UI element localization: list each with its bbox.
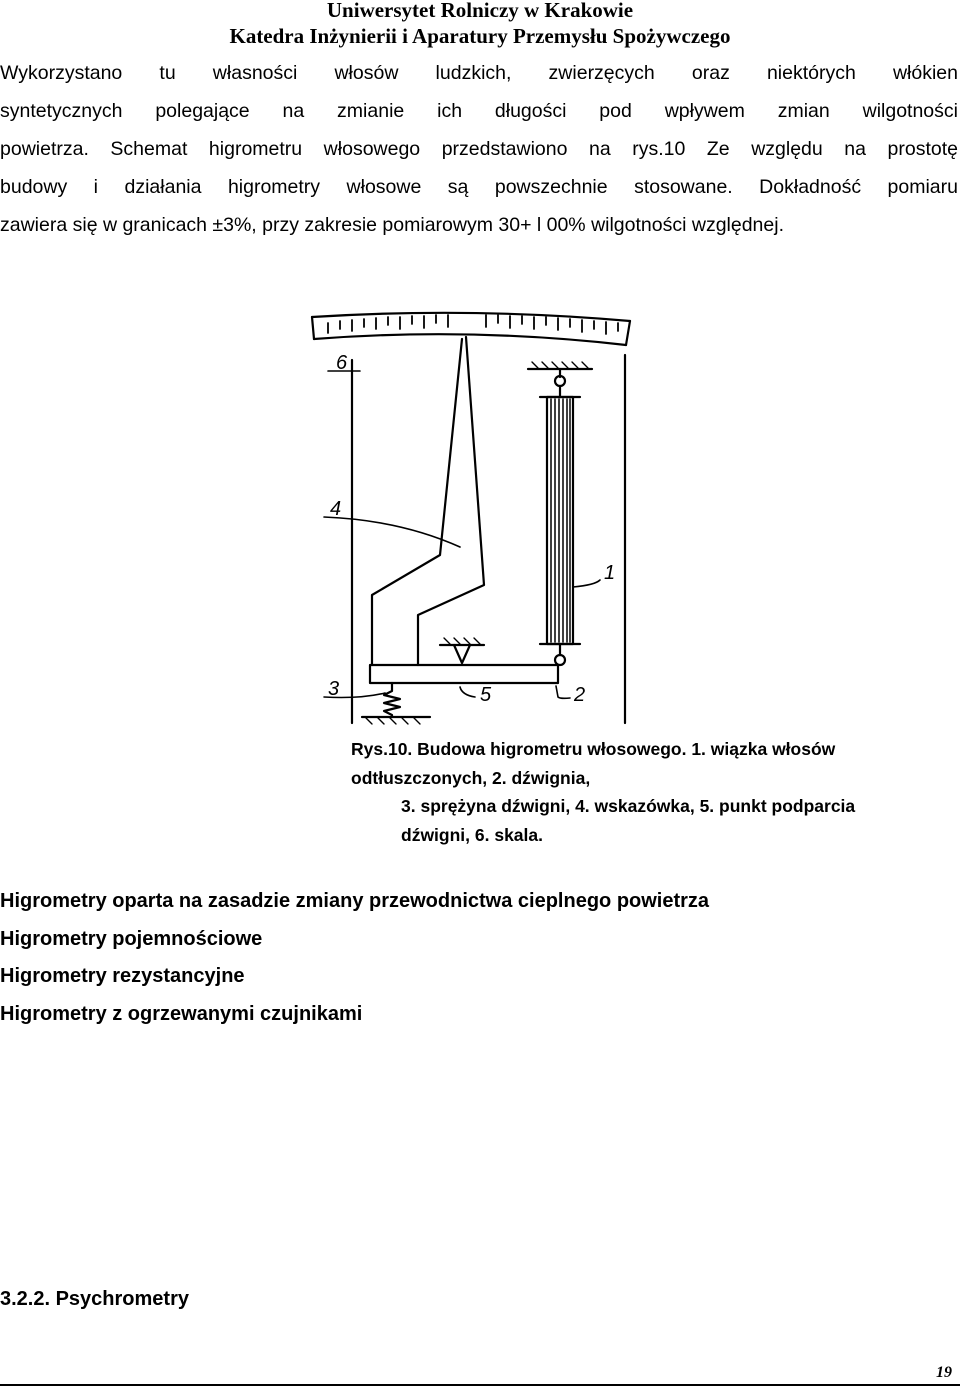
label-1: 1 xyxy=(604,562,616,584)
hygrometer-types-list xyxy=(0,883,900,1033)
paragraph-line: budowy i działania higrometry włosowe są powszechnie stosowane. Dokładność pomiaru xyxy=(0,176,958,198)
scale-arc-bottom xyxy=(314,334,626,345)
caption-line: 3. sprężyna dźwigni, 4. wskazówka, 5. punkt podparcia dźwigni, 6. skala. xyxy=(401,796,856,845)
list-item: Higrometry pojemnościowe xyxy=(0,927,263,950)
fulcrum xyxy=(454,645,470,663)
label-2: 2 xyxy=(574,684,586,706)
label-6: 6 xyxy=(336,352,348,374)
paragraph-line: Wykorzystano tu własności włosów ludzkich, zwierzęcych oraz niektórych włókien xyxy=(0,62,958,84)
lever xyxy=(370,665,558,683)
footer-rule xyxy=(0,1384,960,1386)
paragraph-line: syntetycznych polegające na zmianie ich długości pod wpływem zmian wilgotności xyxy=(0,100,958,122)
caption-line: Rys.10. Budowa higrometru włosowego. 1. wiązka włosów odtłuszczonych, 2. dźwignia, xyxy=(351,739,836,788)
department-name: Katedra Inżynierii i Aparatury Przemysłu Spożywczego xyxy=(229,24,731,48)
spring xyxy=(384,683,400,717)
university-name: Uniwersytet Rolniczy w Krakowie xyxy=(326,0,634,22)
label-3: 3 xyxy=(328,678,340,700)
pointer-right-edge xyxy=(418,337,484,665)
section-heading: 3.2.2. Psychrometry xyxy=(0,1288,189,1310)
hygrometer-diagram xyxy=(300,305,640,725)
figure-caption xyxy=(351,735,911,849)
page-number: 19 xyxy=(936,1364,952,1381)
label-5: 5 xyxy=(480,684,492,706)
label-4: 4 xyxy=(330,498,342,520)
list-item: Higrometry oparta na zasadzie zmiany przewodnictwa cieplnego powietrza xyxy=(0,890,710,912)
list-item: Higrometry rezystancyjne xyxy=(0,965,245,987)
hair-bundle-strands xyxy=(551,399,570,642)
list-item: Higrometry z ogrzewanymi czujnikami xyxy=(0,1002,363,1025)
paragraph-line: zawiera się w granicach ±3%, przy zakresie pomiarowym 30+ l 00% wilgotności względnej. xyxy=(0,214,784,236)
intro-paragraph xyxy=(0,54,958,244)
paragraph-line: powietrza. Schemat higrometru włosowego przedstawiono na rys.10 Ze względu na prostotę xyxy=(0,138,958,160)
